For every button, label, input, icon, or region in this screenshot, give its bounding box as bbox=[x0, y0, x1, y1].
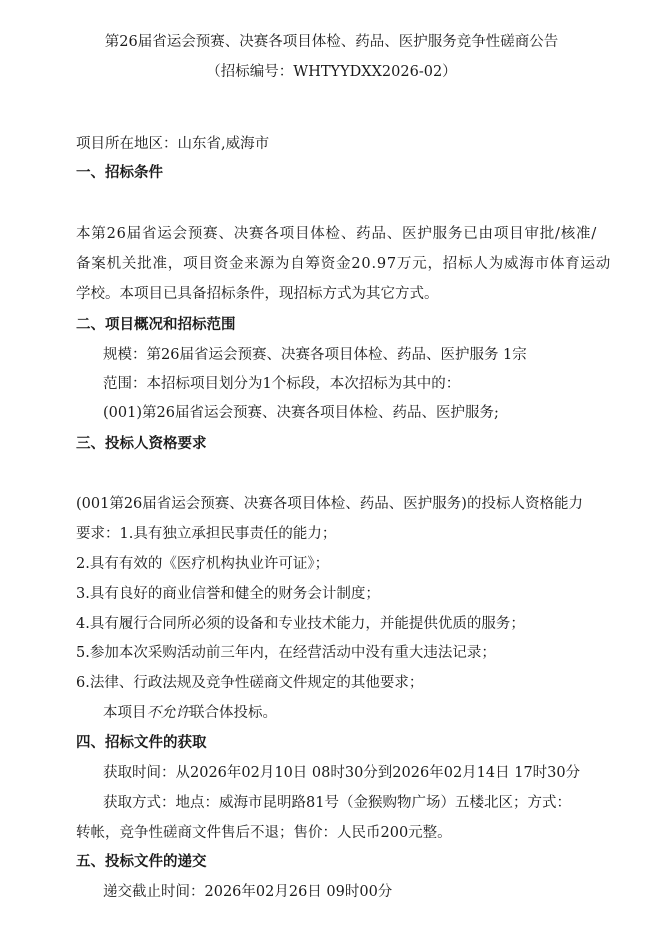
section-4-heading: 四、招标文件的获取 bbox=[76, 734, 207, 751]
section-5-heading: 五、投标文件的递交 bbox=[76, 853, 207, 870]
s2-scale: 规模：第26届省运会预赛、决赛各项目体检、药品、医护服务 1宗 bbox=[103, 347, 527, 363]
s4-acquire-method-cont: 转帐，竞争性磋商文件售后不退；售价：人民币200元整。 bbox=[76, 825, 452, 841]
s2-lot: (001)第26届省运会预赛、决赛各项目体检、药品、医护服务; bbox=[103, 405, 499, 421]
s1-paragraph-line: 学校。本项目已具备招标条件，现招标方式为其它方式。 bbox=[76, 286, 439, 302]
s3-requirement: 3.具有良好的商业信誉和健全的财务会计制度； bbox=[76, 586, 380, 602]
project-region: 项目所在地区：山东省,威海市 bbox=[76, 136, 270, 152]
s1-paragraph-line: 本第26届省运会预赛、决赛各项目体检、药品、医护服务已由项目审批/核准/ bbox=[76, 226, 598, 242]
section-2-heading: 二、项目概况和招标范围 bbox=[76, 316, 236, 333]
s3-consortium-note bbox=[103, 703, 277, 723]
s2-scope: 范围：本招标项目划分为1个标段，本次招标为其中的： bbox=[103, 376, 461, 392]
section-1-heading: 一、招标条件 bbox=[76, 164, 163, 181]
doc-title: 第26届省运会预赛、决赛各项目体检、药品、医护服务竞争性磋商公告 bbox=[104, 34, 559, 50]
consortium-suffix: 联合体投标。 bbox=[190, 705, 277, 721]
s3-requirement: 6.法律、行政法规及竞争性磋商文件规定的其他要求； bbox=[76, 675, 424, 691]
s3-paragraph-line: 要求：1.具有独立承担民事责任的能力； bbox=[76, 526, 337, 542]
s5-deadline: 递交截止时间：2026年02月26日 09时00分 bbox=[103, 884, 393, 900]
section-3-heading: 三、投标人资格要求 bbox=[76, 435, 207, 452]
s3-paragraph-line: (001第26届省运会预赛、决赛各项目体检、药品、医护服务)的投标人资格能力 bbox=[76, 496, 583, 512]
tender-code: （招标编号：WHTYYDXX2026-02） bbox=[206, 64, 457, 80]
s3-requirement: 4.具有履行合同所必须的设备和专业技术能力，并能提供优质的服务； bbox=[76, 616, 525, 632]
s4-acquire-method: 获取方式：地点：威海市昆明路81号（金猴购物广场）五楼北区；方式： bbox=[103, 795, 571, 811]
s3-requirement: 5.参加本次采购活动前三年内，在经营活动中没有重大违法记录； bbox=[76, 645, 496, 661]
consortium-prefix: 本项目 bbox=[103, 705, 147, 721]
s1-paragraph-line: 备案机关批准，项目资金来源为自筹资金20.97万元，招标人为威海市体育运动 bbox=[76, 256, 612, 272]
s3-requirement: 2.具有有效的《医疗机构执业许可证》； bbox=[76, 556, 330, 572]
consortium-emphasis: 不允许 bbox=[146, 705, 190, 721]
s4-acquire-time: 获取时间：从2026年02月10日 08时30分到2026年02月14日 17时30分 bbox=[103, 765, 581, 781]
